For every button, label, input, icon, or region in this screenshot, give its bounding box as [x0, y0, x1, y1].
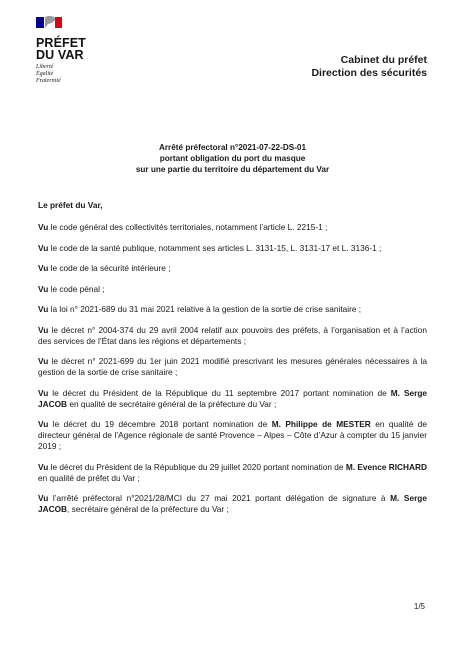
page-number: 1/5: [413, 602, 425, 611]
logo-title-line1: PRÉFET: [36, 36, 86, 50]
vu-text-after: , secrétaire général de la préfecture du Var ;: [67, 504, 229, 514]
vu-paragraph: [38, 419, 427, 452]
vu-label: Vu: [38, 304, 49, 314]
vu-text: le code de la sécurité intérieure ;: [48, 263, 171, 273]
department-header: [311, 54, 427, 80]
vu-label: Vu: [38, 493, 49, 503]
vu-label: Vu: [38, 461, 49, 472]
header-cabinet: Cabinet du préfet: [340, 54, 427, 66]
vu-text: le décret du Président de la République du 29 juillet 2020 portant nomination de: [48, 461, 346, 472]
motto-egalite: Égalité: [36, 71, 54, 77]
vu-text-after: en qualité de préfet du Var ;: [38, 472, 140, 483]
vu-label: Vu: [38, 242, 49, 253]
vu-label: Vu: [38, 283, 49, 294]
document-body: [38, 200, 427, 525]
vu-text: la loi n° 2021-689 du 31 mai 2021 relative à la gestion de la sortie de crise sanitaire ;: [48, 304, 362, 314]
vu-label: Vu: [38, 387, 49, 398]
title-line3: sur une partie du territoire du département du Var: [135, 165, 330, 174]
person-name: M. Serge JACOB: [38, 493, 427, 514]
vu-text: le décret du Président de la République du 11 septembre 2017 portant nomination de: [48, 387, 391, 398]
vu-label: Vu: [38, 324, 49, 335]
vu-paragraph: [38, 325, 427, 347]
vu-text: le code pénal ;: [48, 283, 105, 294]
person-name: M. Philippe de MESTER: [271, 419, 371, 429]
intro-line: Le préfet du Var,: [38, 200, 103, 210]
motto-liberte: Liberté: [36, 64, 54, 70]
vu-label: Vu: [38, 222, 49, 232]
vu-paragraph: [38, 222, 427, 233]
marianne-icon: [36, 14, 62, 28]
prefet-logo: [36, 14, 116, 85]
vu-label: Vu: [38, 356, 49, 366]
vu-paragraph: [38, 263, 427, 274]
person-name: M. Evence RICHARD: [345, 461, 427, 472]
header-direction: Direction des sécurités: [311, 67, 427, 79]
vu-paragraph: [38, 493, 427, 515]
vu-label: Vu: [38, 263, 49, 273]
vu-text: le décret n° 2021-699 du 1er juin 2021 modifié prescrivant les mesures générales nécessaires à la gestion de la sortie de crise sanitaire ;: [38, 356, 427, 377]
vu-paragraph: [38, 243, 427, 254]
vu-paragraph: [38, 284, 427, 295]
vu-text: le code de la santé publique, notamment ses articles L. 3131-15, L. 3131-17 et L. 3136-1 ;: [48, 242, 382, 253]
logo-title-line2: DU VAR: [36, 48, 84, 62]
vu-paragraph: [38, 462, 427, 484]
vu-paragraph: [38, 356, 427, 378]
vu-paragraph: [38, 304, 427, 315]
motto-fraternite: Fraternité: [36, 78, 61, 84]
vu-text: l’arrêté préfectoral n°2021/28/MCI du 27 mai 2021 portant délégation de signature à: [48, 493, 391, 503]
document-title: [0, 142, 465, 175]
title-line1: Arrêté préfectoral n°2021-07-22-DS-01: [158, 143, 307, 152]
vu-list: [38, 222, 427, 515]
vu-text-after: en qualité de directeur général de l’Agence régionale de santé Provence – Alpes – Côte d’Azur à compter du 15 janvier 2019 ;: [38, 419, 428, 451]
vu-text-after: en qualité de secrétaire général de la préfecture du Var ;: [67, 398, 277, 409]
vu-paragraph: [38, 388, 427, 410]
vu-text: le décret n° 2004-374 du 29 avril 2004 relatif aux pouvoirs des préfets, à l’organisation et à l’action des services de l’État dans les régions et départements ;: [38, 324, 427, 346]
person-name: M. Serge JACOB: [38, 387, 427, 409]
vu-text: le code général des collectivités territoriales, notamment l’article L. 2215-1 ;: [48, 222, 328, 232]
title-line2: portant obligation du port du masque: [159, 154, 306, 163]
vu-label: Vu: [38, 419, 49, 429]
vu-text: le décret du 19 décembre 2018 portant nomination de: [48, 419, 272, 429]
